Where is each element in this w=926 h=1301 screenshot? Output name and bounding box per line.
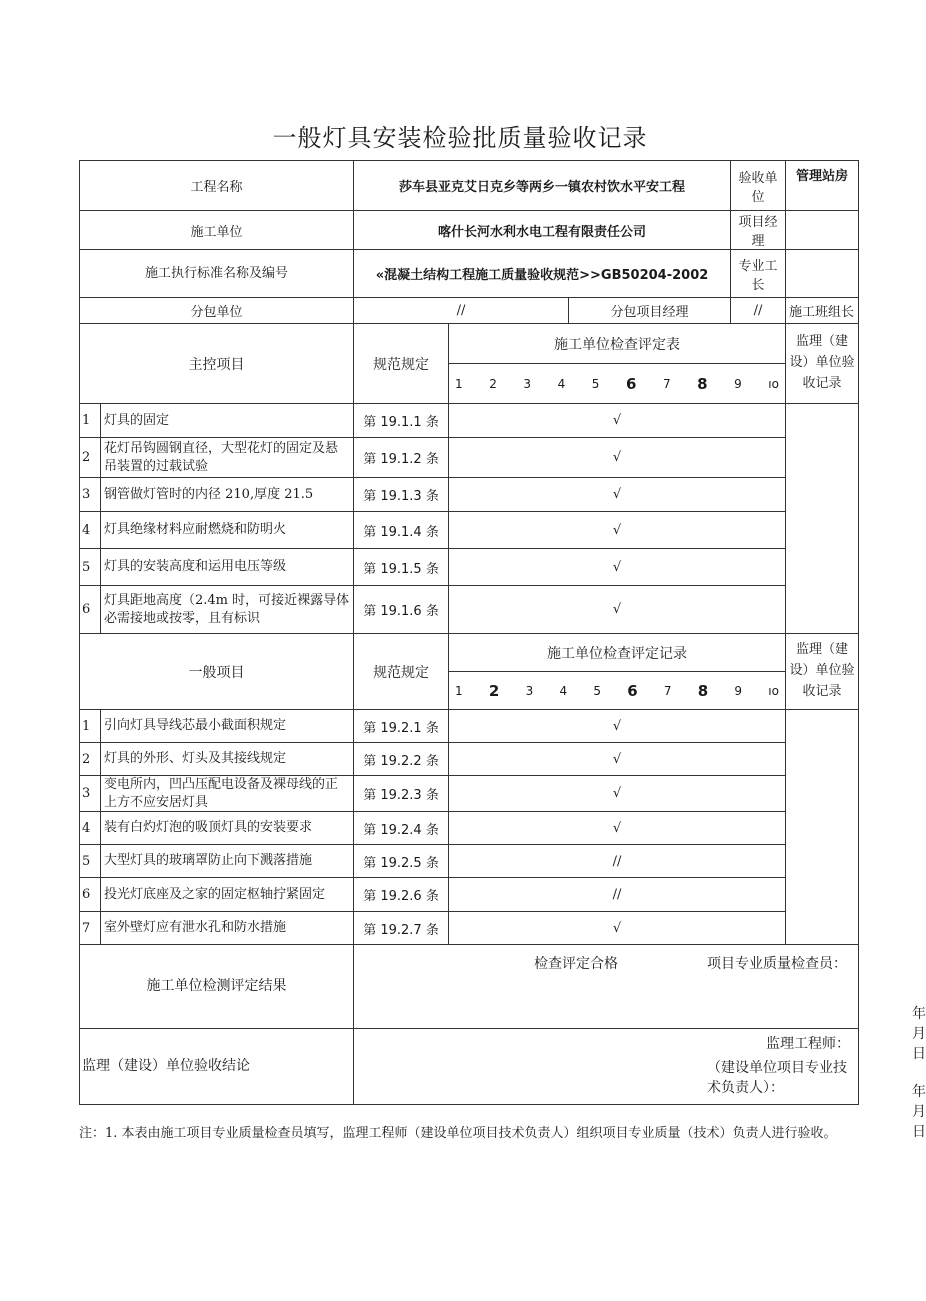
item-clause: 第 19.2.1 条 [354,710,449,743]
construction-unit-label: 施工单位 [80,211,354,250]
check-column-9: 9 [734,683,743,698]
item-check-mark: √ [449,404,786,438]
item-number: 2 [80,743,101,776]
general-check-label: 施工单位检查评定记录 [449,634,786,672]
item-check-mark: √ [449,438,786,478]
conclusion-owner: （建设单位项目专业技术负责人）： [707,1060,848,1097]
result-label: 施工单位检测评定结果 [80,945,354,1029]
item-clause: 第 19.2.3 条 [354,776,449,812]
general-check-columns [449,672,786,710]
table-row [80,776,859,812]
item-clause: 第 19.2.2 条 [354,743,449,776]
item-check-mark: √ [449,586,786,634]
project-name-value: 莎车县亚克艾日克乡等两乡一镇农村饮水平安工程 [354,161,731,211]
project-manager-label: 项目经理 [731,211,786,250]
item-check-mark: √ [449,776,786,812]
conclusion-date: 年月日 [912,1084,926,1141]
foreman-value [786,250,859,298]
check-column-9: 9 [734,376,742,391]
item-check-mark: √ [449,912,786,945]
check-column-8: 8 [697,681,709,700]
item-description: 灯具距地高度（2.4m 时，可接近裸露导体必需接地或按零，且有标识 [101,586,354,634]
main-spec-label: 规范规定 [354,324,449,404]
item-description: 引向灯具导线芯最小截面积规定 [101,710,354,743]
main-supervision-record [786,404,859,634]
table-row [80,549,859,586]
standard-value: «混凝土结构工程施工质量验收规范>>GB50204-2002 [354,250,731,298]
check-column-4: 4 [557,376,566,391]
subcontractor-label: 分包单位 [80,298,354,324]
check-column-4: 4 [559,683,568,698]
item-check-mark: √ [449,478,786,512]
item-description: 灯具绝缘材料应耐燃烧和防明火 [101,512,354,549]
table-row [80,710,859,743]
check-column-6: 6 [625,374,637,393]
acceptance-unit-label: 验收单位 [731,161,786,211]
item-clause: 第 19.2.5 条 [354,845,449,878]
sub-manager-value: // [731,298,786,324]
sub-manager-label: 分包项目经理 [569,298,731,324]
table-row [80,845,859,878]
page-title: 一般灯具安装检验批质量验收记录 [272,124,648,152]
construction-unit-value: 喀什长河水利水电工程有限责任公司 [354,211,731,250]
main-check-columns [449,364,786,404]
item-number: 6 [80,586,101,634]
item-check-mark: √ [449,743,786,776]
check-column-10: ıo [768,376,779,391]
item-number: 5 [80,549,101,586]
check-column-3: 3 [523,376,532,391]
item-description: 花灯吊钩圆钢直径，大型花灯的固定及悬吊装置的过载试验 [101,438,354,478]
check-column-1: 1 [455,376,463,391]
item-check-mark: √ [449,812,786,845]
check-column-6: 6 [627,681,638,700]
check-column-2: 2 [489,376,497,391]
conclusion-label: 监理（建设）单位验收结论 [80,1029,354,1105]
main-check-label: 施工单位检查评定表 [449,324,786,364]
item-clause: 第 19.1.6 条 [354,586,449,634]
check-column-1: 1 [455,683,463,698]
check-column-5: 5 [591,376,600,391]
check-column-3: 3 [525,683,534,698]
item-description: 灯具的安装高度和运用电压等级 [101,549,354,586]
item-number: 1 [80,404,101,438]
item-number: 6 [80,878,101,912]
item-number: 4 [80,512,101,549]
item-description: 钢管做灯管时的内径 210,厚度 21.5 [101,478,354,512]
table-row [80,812,859,845]
item-clause: 第 19.2.6 条 [354,878,449,912]
check-column-7: 7 [663,683,672,698]
item-description: 投光灯底座及之家的固定枢轴拧紧固定 [101,878,354,912]
table-row [80,438,859,478]
general-spec-label: 规范规定 [354,634,449,710]
footnote: 注：1. 本表由施工项目专业质量检查员填写，监理工程师（建设单位项目技术负责人）组织项目专业质量（技术）负责人进行验收。 [79,1126,837,1141]
item-description: 装有白灼灯泡的吸顶灯具的安装要求 [101,812,354,845]
item-clause: 第 19.2.4 条 [354,812,449,845]
general-supervision-label: 监理（建设）单位验收记录 [786,634,859,710]
item-description: 灯具的外形、灯头及其接线规定 [101,743,354,776]
team-leader-label: 施工班组长 [786,298,859,324]
item-number: 1 [80,710,101,743]
item-number: 5 [80,845,101,878]
table-row [80,912,859,945]
item-check-mark: √ [449,549,786,586]
subcontractor-value: // [354,298,569,324]
check-column-7: 7 [662,376,671,391]
result-text: 检查评定合格 [534,956,619,973]
item-clause: 第 19.1.2 条 [354,438,449,478]
result-inspector: 项目专业质量检查员： [707,956,848,973]
project-name-label: 工程名称 [80,161,354,211]
item-number: 3 [80,776,101,812]
item-clause: 第 19.1.1 条 [354,404,449,438]
result-date: 年月日 [912,1006,926,1063]
project-manager-value [786,211,859,250]
item-description: 变电所内，凹凸压配电设备及裸母线的正上方不应安居灯具 [101,776,354,812]
item-check-mark: √ [449,710,786,743]
item-description: 室外壁灯应有泄水孔和防水措施 [101,912,354,945]
item-number: 3 [80,478,101,512]
item-number: 2 [80,438,101,478]
item-number: 7 [80,912,101,945]
item-clause: 第 19.1.4 条 [354,512,449,549]
item-description: 大型灯具的玻璃罩防止向下溅落措施 [101,845,354,878]
check-column-2: 2 [488,681,500,700]
acceptance-unit-value: 管理站房 [786,161,859,211]
item-check-mark: // [449,845,786,878]
table-row [80,478,859,512]
item-clause: 第 19.1.5 条 [354,549,449,586]
conclusion-engineer: 监理工程师： [766,1036,851,1053]
check-column-10: ıo [768,683,779,698]
item-clause: 第 19.1.3 条 [354,478,449,512]
table-row [80,586,859,634]
item-number: 4 [80,812,101,845]
table-row [80,404,859,438]
table-row [80,512,859,549]
item-clause: 第 19.2.7 条 [354,912,449,945]
general-supervision-record [786,710,859,945]
main-supervision-label: 监理（建设）单位验收记录 [786,324,859,404]
item-check-mark: √ [449,512,786,549]
table-row [80,743,859,776]
table-row [80,878,859,912]
standard-label: 施工执行标准名称及编号 [80,250,354,298]
item-description: 灯具的固定 [101,404,354,438]
check-column-8: 8 [697,374,708,393]
main-section-title: 主控项目 [80,324,354,404]
check-column-5: 5 [593,683,601,698]
item-check-mark: // [449,878,786,912]
general-section-title: 一般项目 [80,634,354,710]
foreman-label: 专业工长 [731,250,786,298]
